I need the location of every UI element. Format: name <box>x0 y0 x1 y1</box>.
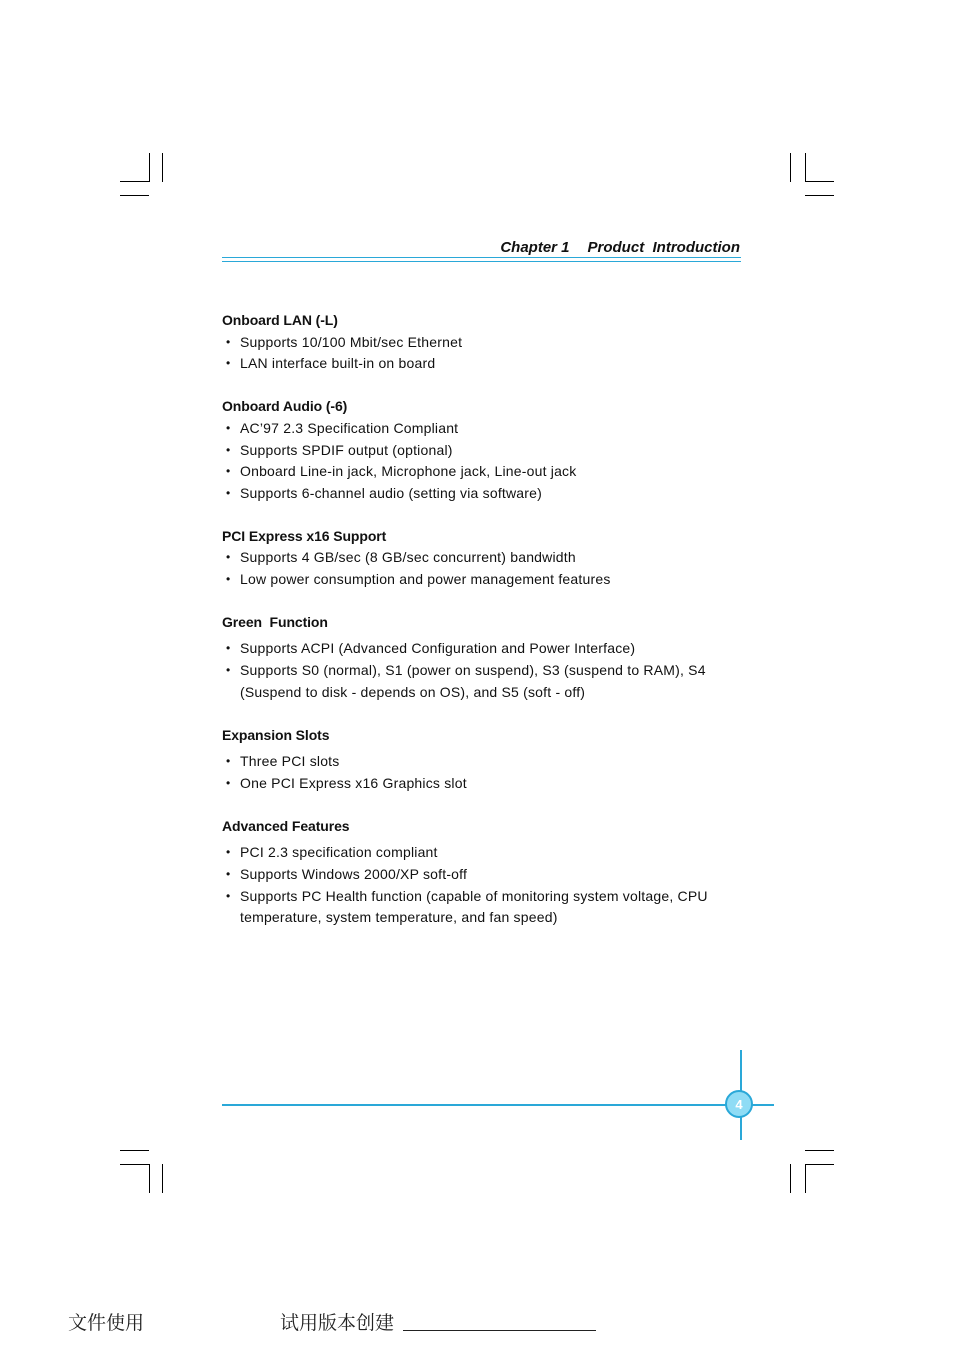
header-rule <box>222 257 741 258</box>
list-item-text: Low power consumption and power management features <box>240 571 611 588</box>
list-item <box>222 418 742 440</box>
list-item <box>222 773 742 795</box>
list-item <box>222 461 742 483</box>
crop-mark <box>120 1164 149 1165</box>
bullet-list <box>222 842 742 929</box>
spec-section <box>222 396 742 505</box>
list-item-text: Supports Windows 2000/XP soft-off <box>240 866 468 883</box>
crop-mark <box>805 181 834 182</box>
crop-mark <box>805 1164 834 1165</box>
bullet-list <box>222 638 742 703</box>
bullet-list <box>222 751 742 794</box>
list-item <box>222 660 742 703</box>
crop-mark <box>805 1164 806 1193</box>
list-item <box>222 842 742 864</box>
spec-content <box>222 310 742 929</box>
bullet-icon: • <box>226 641 231 656</box>
list-item <box>222 547 742 569</box>
watermark-left: 文件使用 <box>68 1312 145 1334</box>
crop-mark <box>120 1150 149 1151</box>
list-item <box>222 483 742 505</box>
watermark-underline <box>403 1330 596 1331</box>
section-title: Green Function <box>222 613 328 630</box>
list-item-text: Supports PC Health function (capable of monitoring system voltage, CPU temperature, system temperature, and fan speed) <box>240 887 708 926</box>
crop-mark <box>162 1164 163 1193</box>
list-item <box>222 353 742 375</box>
crop-mark <box>149 153 150 182</box>
header-rule <box>222 261 741 262</box>
bullet-icon: • <box>226 550 231 565</box>
bullet-icon: • <box>226 334 231 349</box>
bullet-icon: • <box>226 572 231 587</box>
bullet-icon: • <box>226 442 231 457</box>
list-item-text: Onboard Line-in jack, Microphone jack, Line-out jack <box>240 463 577 480</box>
list-item <box>222 440 742 462</box>
spec-section <box>222 612 742 704</box>
chapter-header <box>500 239 740 256</box>
crop-mark <box>790 153 791 182</box>
bullet-icon: • <box>226 845 231 860</box>
list-item-text: Supports 10/100 Mbit/sec Ethernet <box>240 333 463 350</box>
page-number-text: 4 <box>735 1096 743 1112</box>
bullet-icon: • <box>226 356 231 371</box>
section-title: Expansion Slots <box>222 726 330 743</box>
bullet-icon: • <box>226 888 231 903</box>
bullet-list <box>222 547 742 590</box>
bullet-icon: • <box>226 663 231 678</box>
bullet-icon: • <box>226 754 231 769</box>
list-item <box>222 864 742 886</box>
crop-mark <box>790 1164 791 1193</box>
crop-mark <box>149 1164 150 1193</box>
section-title: Onboard LAN (-L) <box>222 312 338 328</box>
spec-section <box>222 816 742 930</box>
bullet-icon: • <box>226 420 231 435</box>
crop-mark <box>805 195 834 196</box>
spec-section <box>222 526 742 591</box>
list-item-text: Supports ACPI (Advanced Configuration and Power Interface) <box>240 640 636 657</box>
crop-mark <box>120 195 149 196</box>
list-item-text: LAN interface built-in on board <box>240 355 436 372</box>
list-item <box>222 332 742 354</box>
spec-section <box>222 725 742 795</box>
list-item-text: PCI 2.3 specification compliant <box>240 844 438 861</box>
list-item-text: Supports 6-channel audio (setting via software) <box>240 484 543 501</box>
list-item <box>222 569 742 591</box>
list-item <box>222 886 742 929</box>
list-item-text: Supports S0 (normal), S1 (power on suspend), S3 (suspend to RAM), S4 (Suspend to disk - depends on OS), and S5 (soft - off) <box>240 662 706 700</box>
list-item-text: AC’97 2.3 Specification Compliant <box>240 419 459 436</box>
crop-mark <box>805 1150 834 1151</box>
crop-mark <box>162 153 163 182</box>
list-item <box>222 751 742 773</box>
list-item-text: Supports 4 GB/sec (8 GB/sec concurrent) bandwidth <box>240 549 576 566</box>
list-item-text: Supports SPDIF output (optional) <box>240 441 453 458</box>
crop-mark <box>120 181 149 182</box>
chapter-label: Chapter 1 <box>500 239 570 256</box>
bullet-icon: • <box>226 464 231 479</box>
section-title: Onboard Audio (-6) <box>222 398 348 415</box>
chapter-title: Product Introduction <box>587 239 740 256</box>
section-title: PCI Express x16 Support <box>222 527 387 544</box>
crop-mark <box>805 153 806 182</box>
bullet-icon: • <box>226 485 231 500</box>
bullet-icon: • <box>226 867 231 882</box>
spec-section <box>222 310 742 375</box>
bullet-list <box>222 418 742 505</box>
page-number <box>725 1090 753 1118</box>
watermark-right: 试用版本创建 <box>280 1312 395 1334</box>
list-item <box>222 638 742 660</box>
list-item-text: Three PCI slots <box>240 753 340 770</box>
section-title: Advanced Features <box>222 817 350 834</box>
bullet-icon: • <box>226 775 231 790</box>
list-item-text: One PCI Express x16 Graphics slot <box>240 774 467 791</box>
bullet-list <box>222 332 742 375</box>
footer-rule <box>222 1104 774 1106</box>
